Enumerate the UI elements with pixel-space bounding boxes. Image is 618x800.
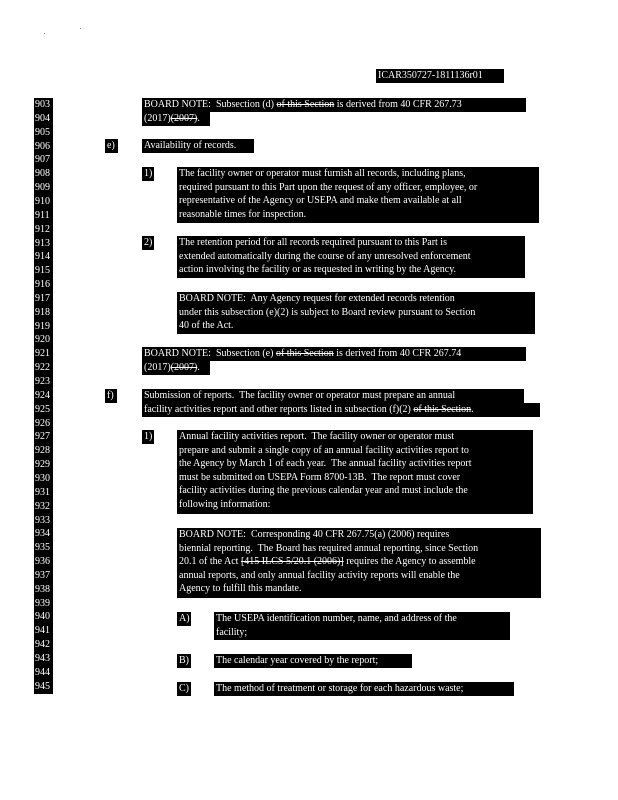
line-number: 908 [34,167,53,181]
line-number: 912 [34,223,53,237]
line-number: 925 [34,403,53,417]
line-number: 936 [34,555,53,569]
line-number: 914 [34,250,53,264]
subsection-f-marker: f) [105,389,117,403]
line-number: 916 [34,278,53,292]
line-number: 917 [34,292,53,306]
line-number: 924 [34,389,53,403]
item-e2-marker: 2) [144,237,153,248]
item-f1-c-marker: C) [179,683,189,694]
line-number: 935 [34,541,53,555]
line-number: 934 [34,527,53,541]
line-number: 909 [34,181,53,195]
board-note-d-year: (2017)(2007). [142,112,210,126]
line-number: 933 [34,514,53,528]
line-number: 930 [34,472,53,486]
line-number: 938 [34,583,53,597]
board-note-records-retention: BOARD NOTE: Any Agency request for extended records retention under this subsection (e)(2) is subject to Board review pursuant to Section 40 of the Act. [177,292,535,334]
line-number: 907 [34,153,53,167]
line-number: 910 [34,195,53,209]
line-number: 918 [34,306,53,320]
line-number: 919 [34,320,53,334]
line-number: 942 [34,638,53,652]
line-number: 944 [34,666,53,680]
item-f1-a-text: The USEPA identification number, name, and address of the facility; [214,612,510,640]
line-number: 913 [34,237,53,251]
item-f1-b-marker: B) [179,655,189,666]
line-number: 943 [34,652,53,666]
line-number: 941 [34,624,53,638]
document-header-code: ICAR350727-1811136r01 [376,69,504,83]
board-note-annual-reporting: BOARD NOTE: Corresponding 40 CFR 267.75(a) (2006) requires biennial reporting. The Board has required annual reporting, since Section 20.1 of the Act [415 ILCS 5/20.1 (2006)] requires the Agency to assemble annual reports, and only annual facility activity reports will enable the Agency to fulfill this mandate. [177,528,541,598]
subsection-e-title: Availability of records. [142,139,254,153]
line-number: 945 [34,680,53,694]
line-number: 931 [34,486,53,500]
line-number: 905 [34,126,53,140]
scan-speck [80,28,81,29]
line-number: 927 [34,430,53,444]
line-number: 920 [34,333,53,347]
item-f1-text: Annual facility activities report. The facility owner or operator must prepare and submit a single copy of an annual facility activities report to the Agency by March 1 of each year. The annual facility activities report must be submitted on USEPA Form 8700-13B. The report must cover facility activities during the previous calendar year and must include the following information: [177,430,533,514]
board-note-e: BOARD NOTE: Subsection (e) of this Section is derived from 40 CFR 267.74 [142,347,526,361]
line-number: 911 [34,209,53,223]
line-number: 904 [34,112,53,126]
item-e2-text: The retention period for all records required pursuant to this Part is extended automatically during the course of any unresolved enforcement action involving the facility or as requested in writing by the Agency. [177,236,525,278]
line-number: 906 [34,140,53,154]
line-number: 932 [34,500,53,514]
line-number: 903 [34,98,53,112]
item-f1-b-text: The calendar year covered by the report; [214,654,412,668]
item-e1-marker: 1) [144,168,153,179]
line-number: 926 [34,417,53,431]
line-number: 937 [34,569,53,583]
item-f1-a-marker: A) [179,613,190,624]
item-f1-c-text: The method of treatment or storage for each hazardous waste; [214,682,514,696]
scan-speck [44,33,45,34]
subsection-f-line1: Submission of reports. The facility owner or operator must prepare an annual [142,389,524,403]
board-note-e-year: (2017)(2007). [142,361,210,375]
line-number: 922 [34,361,53,375]
line-number: 921 [34,347,53,361]
line-number: 923 [34,375,53,389]
line-number: 928 [34,444,53,458]
line-number: 929 [34,458,53,472]
line-number: 940 [34,610,53,624]
subsection-e-marker: e) [105,139,118,153]
item-e1-text: The facility owner or operator must furnish all records, including plans, required pursuant to this Part upon the request of any officer, employee, or representative of the Agency or USEPA and make them available at all reasonable times for inspection. [177,167,539,223]
item-f1-marker: 1) [144,431,153,442]
subsection-f-line2: facility activities report and other reports listed in subsection (f)(2) of this Section. [142,403,540,417]
line-number: 939 [34,597,53,611]
board-note-d: BOARD NOTE: Subsection (d) of this Section is derived from 40 CFR 267.73 [142,98,526,112]
line-number: 915 [34,264,53,278]
